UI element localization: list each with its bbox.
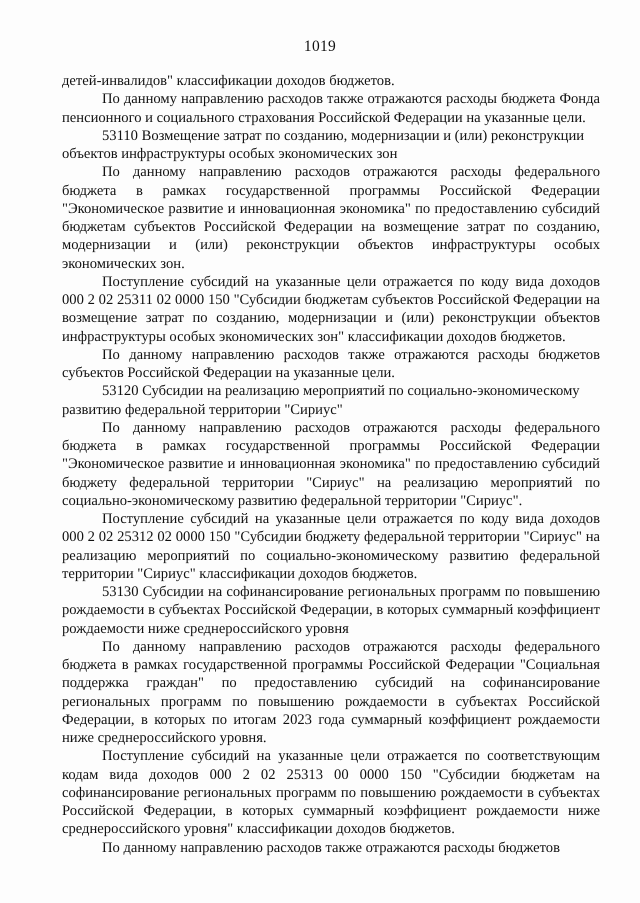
paragraph-53110-regional: По данному направлению расходов также отражаются расходы бюджетов субъектов Российской Федерации на указанные цели. (62, 346, 600, 381)
paragraph-53110-federal: По данному направлению расходов отражаются расходы федерального бюджета в рамках государственной программы Российской Федерации "Экономическое развитие и инновационная экономика" по предоставлению субсидий бюджетам субъектов Российской Федерации на возмещение затрат по созданию, модернизации и (или) реконструкции объектов инфраструктуры особых экономических зон. (62, 164, 600, 272)
paragraph-53120-federal: По данному направлению расходов отражаются расходы федерального бюджета в рамках государственной программы Российской Федерации "Экономическое развитие и инновационная экономика" по предоставлению субсидий бюджету федеральной территории "Сириус" на реализацию мероприятий по социально-экономическому развитию федеральной территории "Сириус". (62, 419, 600, 509)
page-number: 1019 (303, 38, 337, 55)
paragraph-53120-income-code: Поступление субсидий на указанные цели отражается по коду вида доходов 000 2 02 25312 02 0000 150 "Субсидии бюджету федеральной территории "Сириус" на реализацию мероприятий по социально-экономическому развитию федеральной территории "Сириус" классификации доходов бюджетов. (62, 511, 600, 582)
paragraph-fund-expenses: По данному направлению расходов также отражаются расходы бюджета Фонда пенсионного и социального страхования Российской Федерации на указанные цели. (62, 91, 600, 126)
paragraph-continuation: детей-инвалидов" классификации доходов бюджетов. (62, 73, 395, 89)
paragraph-53130-federal: По данному направлению расходов отражаются расходы федерального бюджета в рамках государственной программы Российской Федерации "Социальная поддержка граждан" по предоставлению субсидий на софинансирование региональных программ по повышению рождаемости в субъектах Российской Федерации, в которых по итогам 2023 года суммарный коэффициент рождаемости ниже среднероссийского уровня. (62, 638, 600, 746)
bottom-margin (0, 838, 640, 903)
paragraph-53130-income-code: Поступление субсидий на указанные цели отражается по соответствующим кодам вида доходов 000 2 02 25313 00 0000 150 "Субсидии бюджетам на софинансирование региональных программ по повышению рождаемости в субъектах Российской Федерации, в которых суммарный коэффициент рождаемости ниже среднероссийского уровня" классификации доходов бюджетов. (62, 748, 600, 838)
paragraph-53130-regional-start: По данному направлению расходов также отражаются расходы бюджетов (102, 839, 560, 856)
paragraph-53110-income-code: Поступление субсидий на указанные цели отражается по коду вида доходов 000 2 02 25311 02 0000 150 "Субсидии бюджетам субъектов Российской Федерации на возмещение затрат по созданию, модернизации и (или) реконструкции объектов инфраструктуры особых экономических зон" классификации доходов бюджетов. (62, 273, 600, 345)
document-body (62, 72, 600, 857)
section-heading-53120: 53120 Субсидии на реализацию мероприятий по социально-экономическому развитию федеральной территории "Сириус" (62, 383, 580, 418)
section-heading-53130: 53130 Субсидии на софинансирование региональных программ по повышению рождаемости в субъектах Российской Федерации, в которых суммарный коэффициент рождаемости ниже среднероссийского уровня (62, 584, 600, 637)
section-heading-53110: 53110 Возмещение затрат по созданию, модернизации и (или) реконструкции объектов инфраструктуры особых экономических зон (62, 127, 585, 162)
